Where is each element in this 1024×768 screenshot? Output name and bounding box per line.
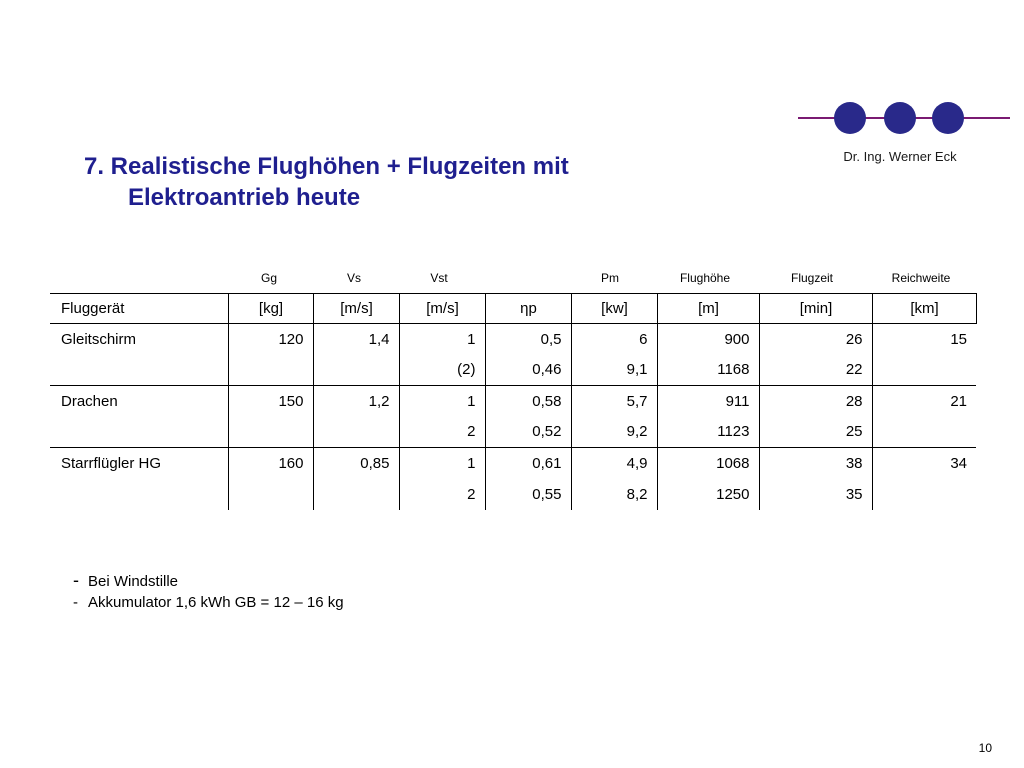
table-header-cell: [m/s] — [399, 294, 485, 324]
decorative-dot-icon — [932, 102, 964, 134]
table-cell — [872, 479, 976, 510]
table-row — [50, 479, 976, 510]
note-item — [73, 592, 344, 613]
note-dash: - — [73, 570, 79, 590]
note-dash: - — [73, 594, 78, 611]
table-cell: 0,55 — [485, 479, 571, 510]
header-label-pm: Pm — [601, 271, 619, 285]
table-cell: 120 — [228, 324, 313, 355]
table-cell: 35 — [759, 479, 872, 510]
table-cell: 1 — [399, 448, 485, 479]
table-cell — [872, 355, 976, 386]
table-row — [50, 324, 976, 355]
table-cell — [313, 479, 399, 510]
table-cell: 2 — [399, 417, 485, 448]
data-table — [50, 293, 977, 510]
table-cell: 22 — [759, 355, 872, 386]
table-cell: 1,2 — [313, 386, 399, 417]
table-cell — [50, 417, 228, 448]
table-header-cell: [km] — [872, 294, 976, 324]
header-label-vs: Vs — [346, 271, 362, 285]
table-header-cell: [m] — [657, 294, 759, 324]
slide-title-line2: Elektroantrieb heute — [128, 184, 361, 211]
table-cell: 1068 — [657, 448, 759, 479]
table-cell: 28 — [759, 386, 872, 417]
header-label-gg: Gg — [260, 271, 278, 285]
table-cell: 900 — [657, 324, 759, 355]
table-cell — [50, 355, 228, 386]
table-cell: 1 — [399, 324, 485, 355]
table-header-labels — [0, 271, 1024, 289]
table-cell: 1123 — [657, 417, 759, 448]
header-label-reichweite: Reichweite — [891, 271, 951, 285]
note-item — [73, 570, 344, 592]
table-cell — [228, 417, 313, 448]
table-cell: 0,85 — [313, 448, 399, 479]
table-cell — [228, 355, 313, 386]
note-text: Akkumulator 1,6 kWh GB = 12 – 16 kg — [88, 594, 344, 611]
decorative-dot-icon — [834, 102, 866, 134]
header-label-vst: Vst — [430, 271, 448, 285]
header-label-flugzeit: Flugzeit — [790, 271, 834, 285]
table-header-cell: [kw] — [571, 294, 657, 324]
table-header-cell: Fluggerät — [50, 294, 228, 324]
table-cell: Starrflügler HG — [50, 448, 228, 479]
table-cell: 0,46 — [485, 355, 571, 386]
table-header-cell: ηp — [485, 294, 571, 324]
slide-title-line1: 7. Realistische Flughöhen + Flugzeiten mit — [84, 153, 569, 180]
table-header-cell: [min] — [759, 294, 872, 324]
table-header-cell: [m/s] — [313, 294, 399, 324]
table-cell: 21 — [872, 386, 976, 417]
table-cell — [313, 355, 399, 386]
header-label-flughoehe: Flughöhe — [679, 271, 731, 285]
note-text: Bei Windstille — [88, 573, 179, 590]
table-cell: Drachen — [50, 386, 228, 417]
table-header-cell: [kg] — [228, 294, 313, 324]
table-cell: 150 — [228, 386, 313, 417]
author-label: Dr. Ing. Werner Eck — [843, 149, 957, 164]
table-cell: 0,58 — [485, 386, 571, 417]
table-cell: 1250 — [657, 479, 759, 510]
table-cell: 15 — [872, 324, 976, 355]
table-cell — [872, 417, 976, 448]
table-cell: 25 — [759, 417, 872, 448]
table-row — [50, 355, 976, 386]
table-row — [50, 448, 976, 479]
page-number: 10 — [978, 741, 992, 755]
table-cell: 0,5 — [485, 324, 571, 355]
table-cell: 8,2 — [571, 479, 657, 510]
table-cell: 2 — [399, 479, 485, 510]
table-cell — [50, 479, 228, 510]
table-cell: 5,7 — [571, 386, 657, 417]
table-row — [50, 386, 976, 417]
table-cell: 1,4 — [313, 324, 399, 355]
table-cell: 1168 — [657, 355, 759, 386]
table-cell: 160 — [228, 448, 313, 479]
table-cell: 34 — [872, 448, 976, 479]
table-cell — [228, 479, 313, 510]
table-cell: 1 — [399, 386, 485, 417]
table-cell: 9,2 — [571, 417, 657, 448]
table-cell: 26 — [759, 324, 872, 355]
table-cell: 0,61 — [485, 448, 571, 479]
table-units-row — [50, 294, 976, 324]
table-cell: (2) — [399, 355, 485, 386]
notes-list — [73, 570, 344, 613]
table-cell: 6 — [571, 324, 657, 355]
table-cell — [313, 417, 399, 448]
table-cell: 9,1 — [571, 355, 657, 386]
table-cell: 4,9 — [571, 448, 657, 479]
table-row — [50, 417, 976, 448]
slide-title — [84, 151, 569, 213]
table-cell: Gleitschirm — [50, 324, 228, 355]
decorative-dot-icon — [884, 102, 916, 134]
table-cell: 0,52 — [485, 417, 571, 448]
table-cell: 911 — [657, 386, 759, 417]
table-cell: 38 — [759, 448, 872, 479]
